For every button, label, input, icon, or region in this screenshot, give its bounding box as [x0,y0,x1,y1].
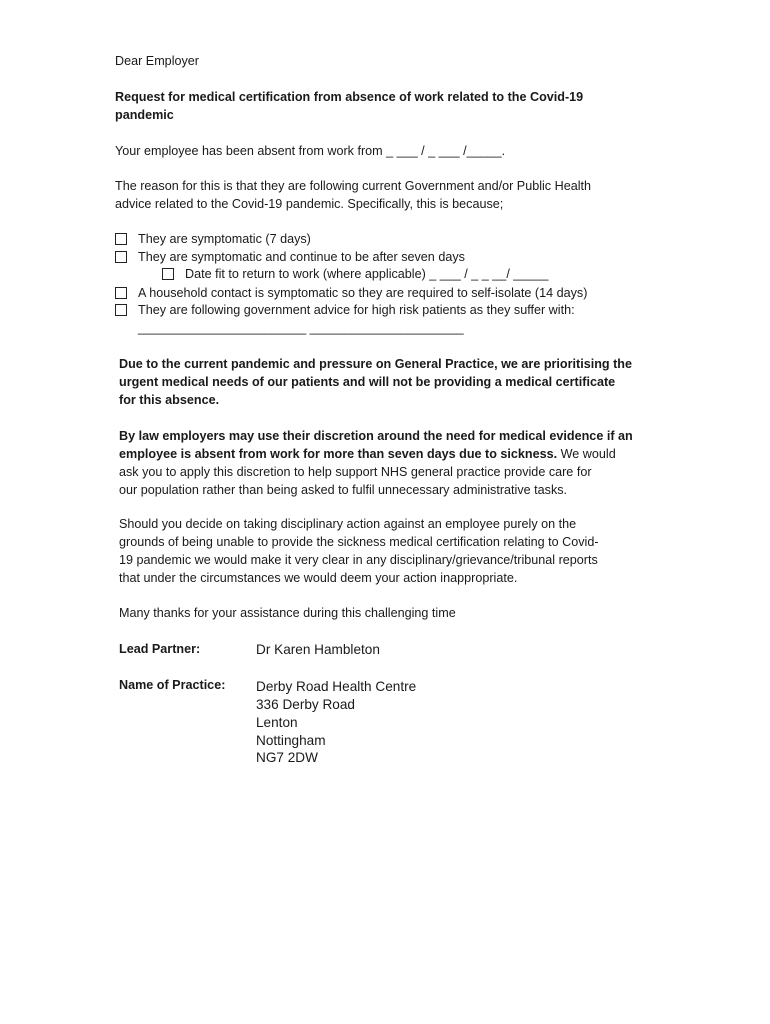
subject-line-1: Request for medical certification from absence of work related to the Covid-19 [115,90,584,104]
checklist-item-1-label: They are symptomatic (7 days) [138,232,311,246]
symptomatic-after-seven-days-checkbox[interactable] [115,251,127,263]
subject-line-2: pandemic [115,108,174,122]
reason-line-2: advice related to the Covid-19 pandemic. Specifically, this is because; [115,197,504,211]
law-paragraph-line-3: ask you to apply this discretion to help support NHS general practice provide care for [119,465,592,479]
condition-blank-line: ________________________ ______________________ [138,321,464,335]
disciplinary-paragraph-line-4: that under the circumstances we would deem your action inappropriate. [119,571,518,585]
pandemic-paragraph-line-3: for this absence. [119,393,220,407]
practice-label: Name of Practice: [119,678,226,692]
checklist-item-2-label: They are symptomatic and continue to be after seven days [138,250,465,264]
date-fit-to-return-checkbox[interactable] [162,268,174,280]
checklist-item-3-label: A household contact is symptomatic so they are required to self-isolate (14 days) [138,286,588,300]
lead-partner-label: Lead Partner: [119,642,201,656]
law-paragraph-line-2 [119,445,616,463]
household-contact-checkbox[interactable] [115,287,127,299]
address-line-2: Lenton [256,715,298,730]
practice-name: Derby Road Health Centre [256,679,417,694]
address-line-3: Nottingham [256,733,326,748]
pandemic-paragraph-line-2: urgent medical needs of our patients and will not be providing a medical certificate [119,375,616,389]
disciplinary-paragraph-line-2: grounds of being unable to provide the sickness medical certification relating to Covid- [119,535,599,549]
disciplinary-paragraph-line-1: Should you decide on taking disciplinary action against an employee purely on the [119,517,577,531]
law-paragraph-bold-sentence: employee is absent from work for more than seven days due to sickness. [119,447,558,461]
law-paragraph-we-would: We would [557,447,616,461]
high-risk-advice-checkbox[interactable] [115,304,127,316]
pandemic-paragraph-line-1: Due to the current pandemic and pressure on General Practice, we are prioritising the [119,357,632,371]
absence-date-line: Your employee has been absent from work from _ ___ / _ ___ /_____. [115,144,506,158]
lead-partner-name: Dr Karen Hambleton [256,642,380,657]
law-paragraph-line-4: our population rather than being asked to fulfil unnecessary administrative tasks. [119,483,568,497]
checklist-item-4-label: They are following government advice for high risk patients as they suffer with: [138,303,575,317]
law-paragraph-line-1: By law employers may use their discretion around the need for medical evidence if an [119,429,633,443]
symptomatic-7-days-checkbox[interactable] [115,233,127,245]
thanks-line: Many thanks for your assistance during this challenging time [119,606,456,620]
reason-line-1: The reason for this is that they are following current Government and/or Public Health [115,179,592,193]
address-line-1: 336 Derby Road [256,697,355,712]
salutation: Dear Employer [115,54,199,68]
postcode: NG7 2DW [256,750,318,765]
disciplinary-paragraph-line-3: 19 pandemic we would make it very clear in any disciplinary/grievance/tribunal reports [119,553,598,567]
checklist-item-2-sub-label: Date fit to return to work (where applicable) _ ___ / _ _ __/ _____ [185,267,549,281]
